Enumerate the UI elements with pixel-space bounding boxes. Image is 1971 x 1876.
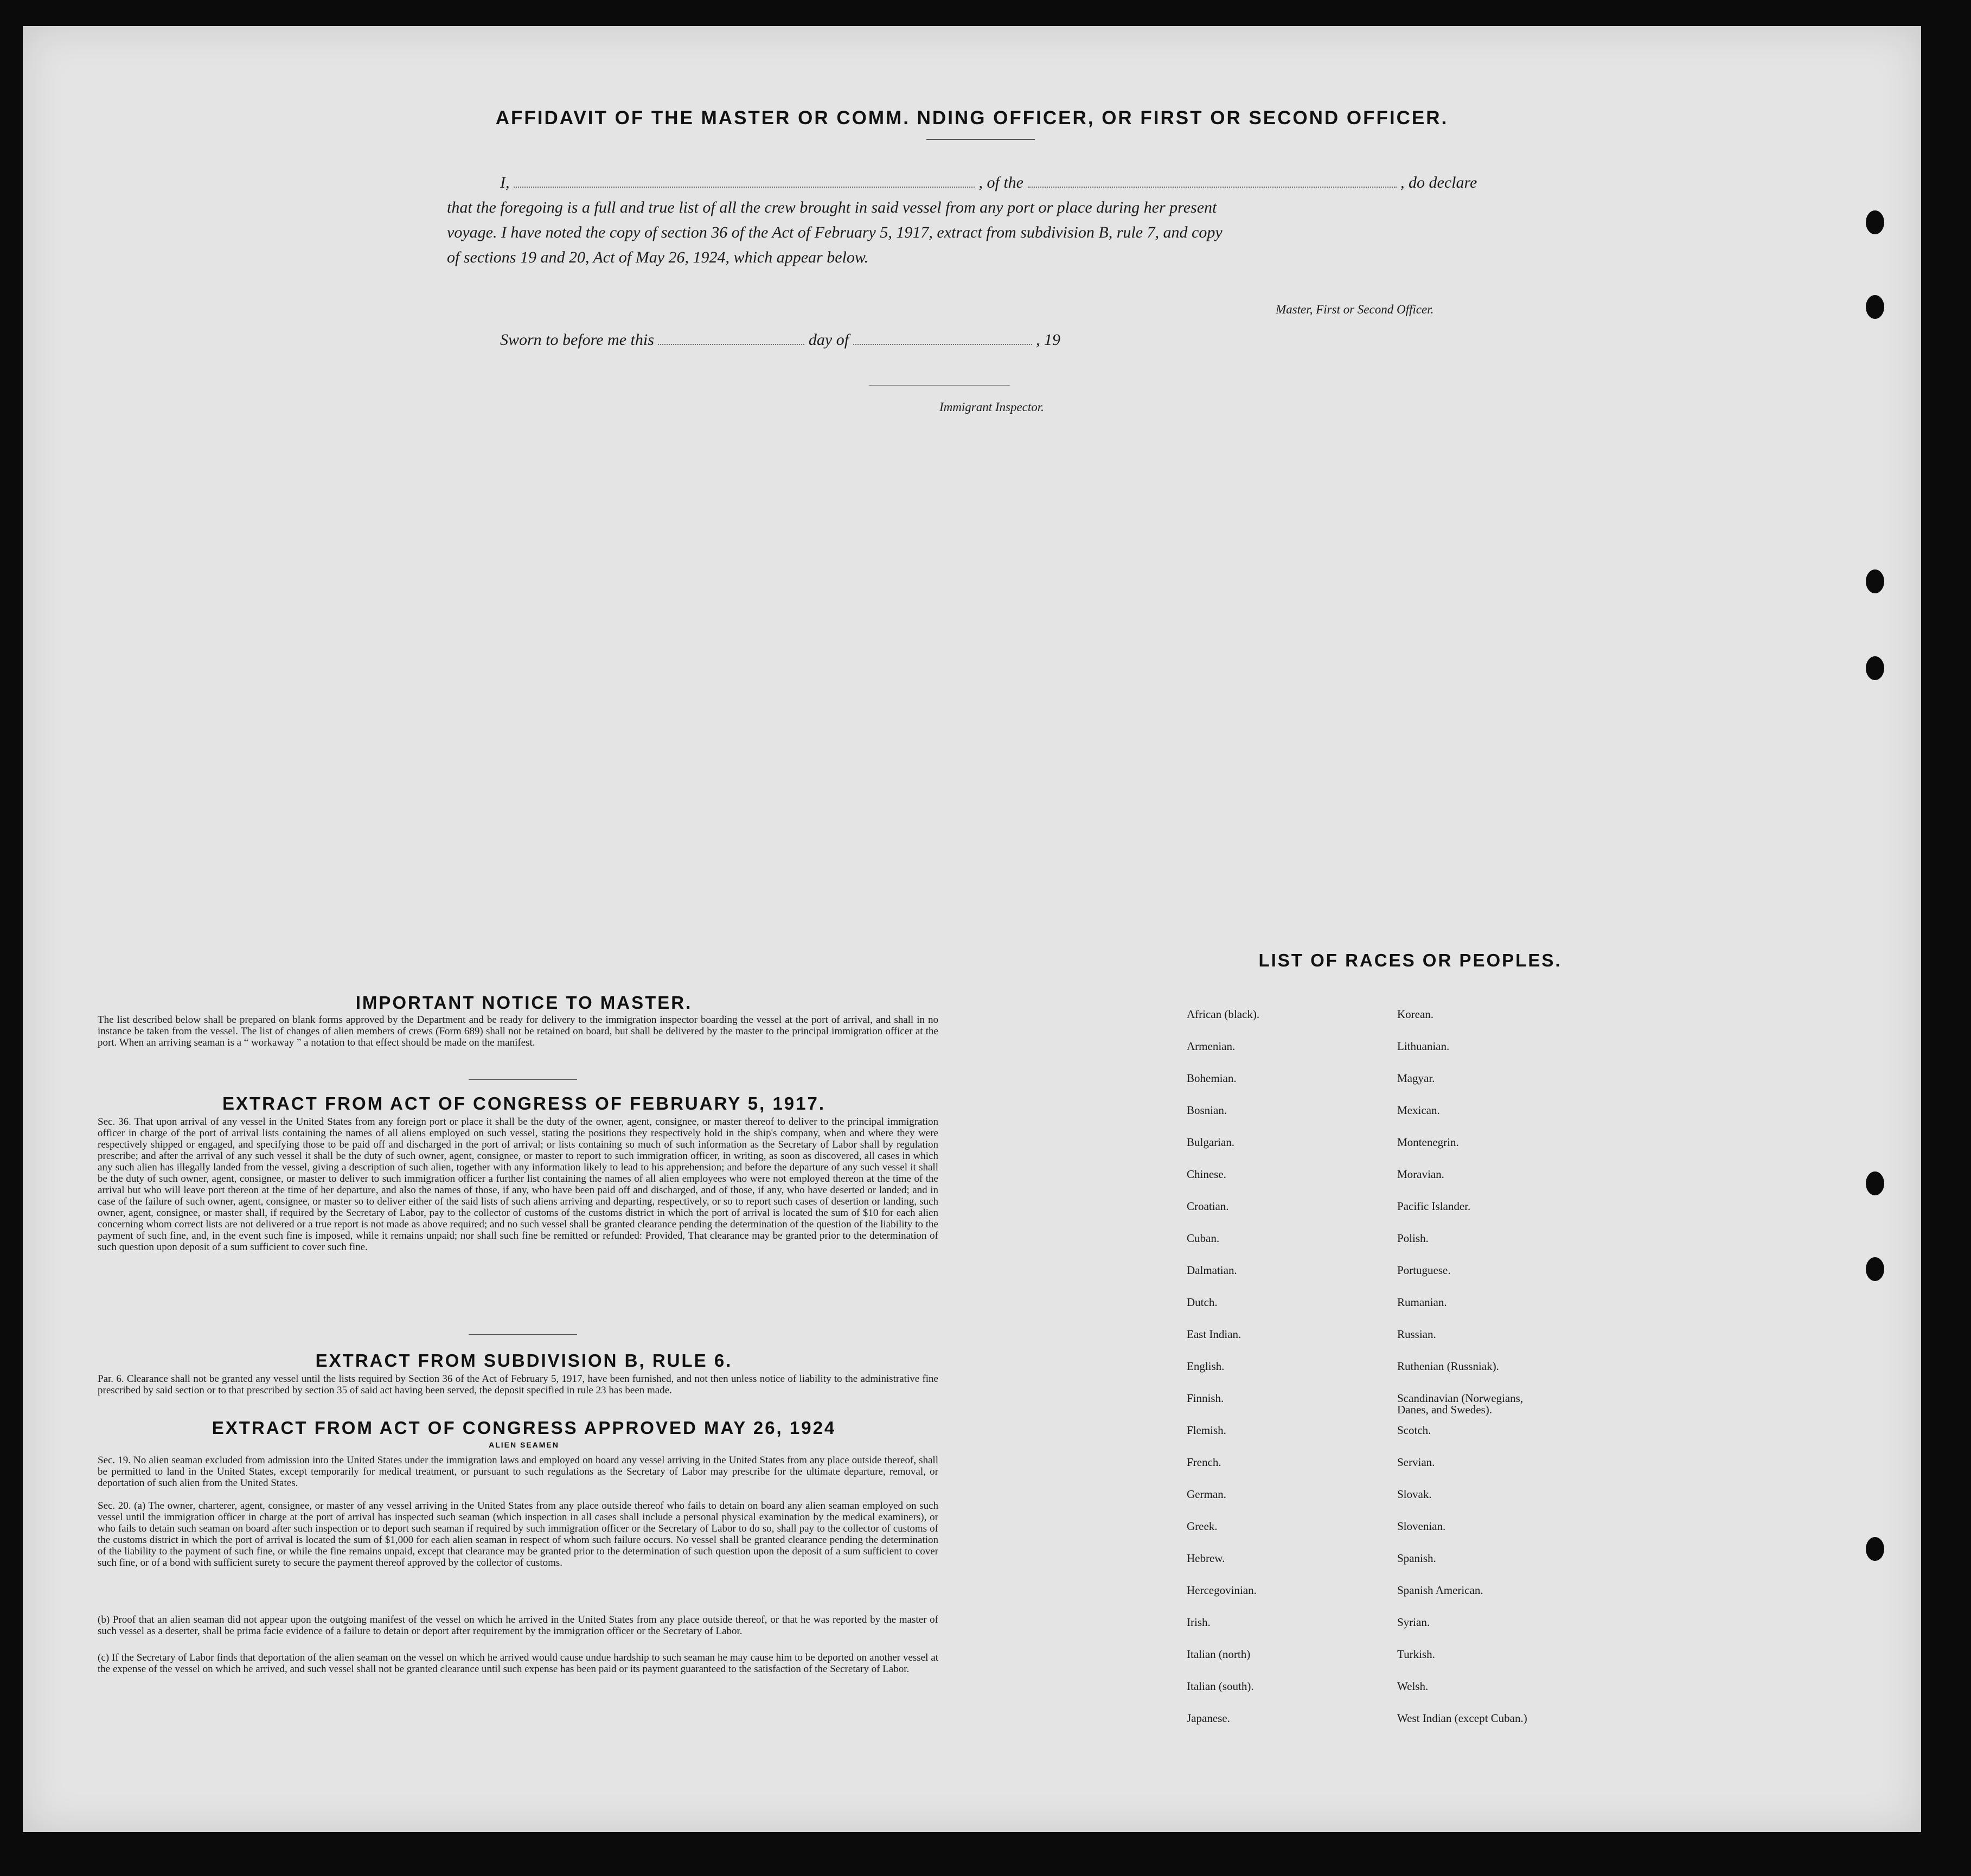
declaration-line-4: of sections 19 and 20, Act of May 26, 1924, which appear below.	[447, 248, 869, 266]
day-blank[interactable]	[658, 341, 804, 345]
race-item: Lithuanian.	[1397, 1040, 1450, 1053]
race-item: Polish.	[1397, 1232, 1429, 1245]
declaration-i-label: I,	[500, 174, 510, 191]
race-item: Rumanian.	[1397, 1296, 1447, 1309]
race-item: Greek.	[1187, 1520, 1218, 1533]
declaration-line-1	[500, 174, 1477, 192]
sworn-day-of: day of	[808, 331, 849, 349]
punch-hole	[1866, 295, 1884, 319]
extract-1924-title: EXTRACT FROM ACT OF CONGRESS APPROVED MAY 26, 1924	[212, 1418, 836, 1438]
race-item: Cuban.	[1187, 1232, 1220, 1245]
race-item: Welsh.	[1397, 1680, 1429, 1693]
race-item: Turkish.	[1397, 1648, 1435, 1661]
race-item: Mexican.	[1397, 1104, 1440, 1117]
race-item: Italian (north)	[1187, 1648, 1251, 1661]
race-item: Spanish.	[1397, 1552, 1436, 1565]
sworn-prefix: Sworn to before me this	[500, 331, 654, 349]
section-20a-text: Sec. 20. (a) The owner, charterer, agent, consignee, or master of any vessel arriving in the United States from any place outside thereof who fails to detain on board any alien seaman employed on such vessel until the immigration officer in charge at the port of arrival has inspected such seaman (which inspection in all cases shall include a personal physical examination by the medical examiners), or who fails to detain such seaman on board after such inspection or to deport such seaman if required by such immigration officer or the Secretary of Labor to do so, shall pay to the collector of customs of the customs district in which the port of arrival is located the sum of $1,000 for each alien seaman in respect of whom such failure occurs. No vessel shall be granted clearance pending the determination of the liability to the payment of such fine, or while the fine remains unpaid, except that clearance may be granted prior to the determination of such question upon the deposit of a sum sufficient to cover such fine, or of a bond with sufficient surety to secure the payment thereof approved by the collector of customs.	[98, 1500, 938, 1568]
race-item: Moravian.	[1397, 1168, 1444, 1181]
race-item: Chinese.	[1187, 1168, 1226, 1181]
punch-hole	[1866, 656, 1884, 680]
rule-6-body: Par. 6. Clearance shall not be granted any vessel until the lists required by Section 36 of the Act of February 5, 1917, have been furnished, and not then unless notice of liability to the administrative fine prescribed by said section or to that prescribed by section 35 of said act having been served, the deposit specified in rule 23 has been made.	[98, 1373, 938, 1396]
race-item: French.	[1187, 1456, 1221, 1469]
extract-1924-subtitle: ALIEN SEAMEN	[489, 1440, 559, 1449]
race-item: Slovenian.	[1397, 1520, 1446, 1533]
extract-1917-title: EXTRACT FROM ACT OF CONGRESS OF FEBRUARY 5, 1917.	[222, 1093, 826, 1113]
race-item: German.	[1187, 1488, 1226, 1501]
section-20b-text: (b) Proof that an alien seaman did not appear upon the outgoing manifest of the vessel on which he arrived in the United States from any place outside thereof, or that he was reported by the master of such vessel as a deserter, shall be prima facie evidence of a failure to detain or deport after requirement by the immigration officer or the Secretary of Labor.	[98, 1614, 938, 1637]
race-item: Spanish American.	[1397, 1584, 1483, 1597]
notice-body: The list described below shall be prepared on blank forms approved by the Department and be ready for delivery to the immigration inspector boarding the vessel at the port of arrival, and shall in no instance be taken from the vessel. The list of changes of alien members of crews (Form 689) shall not be retained on board, but shall be delivered by the master to the principal immigration officer at the port. When an arriving seaman is a “ workaway ” a notation to that effect should be made on the manifest.	[98, 1014, 938, 1048]
race-item: Slovak.	[1397, 1488, 1432, 1501]
race-item: Magyar.	[1397, 1072, 1435, 1085]
punch-hole	[1866, 1537, 1884, 1561]
race-item: Italian (south).	[1187, 1680, 1254, 1693]
punch-hole	[1866, 210, 1884, 234]
master-signature-label: Master, First or Second Officer.	[1276, 303, 1434, 316]
sworn-line	[500, 331, 1060, 349]
race-item: Montenegrin.	[1397, 1136, 1459, 1149]
section-19-text: Sec. 19. No alien seaman excluded from admission into the United States under the immigration laws and employed on board any vessel arriving in the United States from any place outside thereof, shall be permitted to land in the United States, except temporarily for medical treatment, or pursuant to such regulations as the Secretary of Labor may prescribe for the ultimate departure, removal, or deportation of such alien from the United States.	[98, 1455, 938, 1489]
race-item: Bosnian.	[1187, 1104, 1227, 1117]
race-item: East Indian.	[1187, 1328, 1242, 1341]
divider	[926, 139, 1035, 140]
punch-hole	[1866, 1171, 1884, 1195]
declaration-do-declare-label: , do declare	[1400, 174, 1477, 191]
rule-6-title: EXTRACT FROM SUBDIVISION B, RULE 6.	[315, 1350, 733, 1371]
race-item: Hebrew.	[1187, 1552, 1225, 1565]
race-item: Bohemian.	[1187, 1072, 1237, 1085]
race-item: Croatian.	[1187, 1200, 1229, 1213]
declaration-line-2: that the foregoing is a full and true list of all the crew brought in said vessel from any port or place during her present	[447, 199, 1217, 216]
divider	[469, 1079, 577, 1080]
declaration-of-the-label: , of the	[978, 174, 1023, 191]
race-item: Irish.	[1187, 1616, 1211, 1629]
race-item: Ruthenian (Russniak).	[1397, 1360, 1499, 1373]
race-item: Syrian.	[1397, 1616, 1430, 1629]
race-item: Korean.	[1397, 1008, 1434, 1021]
race-item: Bulgarian.	[1187, 1136, 1235, 1149]
section-20c-text: (c) If the Secretary of Labor finds that deportation of the alien seaman on the vessel on which he arrived would cause undue hardship to such seaman he may cause him to be deported on another vessel at the expense of the vessel on which he arrived, and such vessel shall not be granted clearance until such expense has been paid or its payment guaranteed to the satisfaction of the Secretary of Labor.	[98, 1652, 938, 1675]
inspector-signature-label: Immigrant Inspector.	[939, 400, 1044, 414]
declaration-line-3: voyage. I have noted the copy of section 36 of the Act of February 5, 1917, extract from subdivision B, rule 7, and copy	[447, 223, 1223, 241]
race-item: Dalmatian.	[1187, 1264, 1237, 1277]
month-blank[interactable]	[853, 341, 1032, 345]
name-blank[interactable]	[514, 183, 975, 188]
races-right-column	[1397, 1009, 1625, 1745]
punch-hole	[1866, 569, 1884, 593]
inspector-signature-line	[869, 385, 1010, 386]
races-title: LIST OF RACES OR PEOPLES.	[1258, 950, 1562, 970]
race-item: English.	[1187, 1360, 1225, 1373]
race-item: Flemish.	[1187, 1424, 1226, 1437]
race-item: Portuguese.	[1397, 1264, 1451, 1277]
race-item: Hercegovinian.	[1187, 1584, 1257, 1597]
race-item: Armenian.	[1187, 1040, 1236, 1053]
vessel-blank[interactable]	[1028, 183, 1397, 188]
race-item: Japanese.	[1187, 1712, 1230, 1725]
race-item: Dutch.	[1187, 1296, 1218, 1309]
race-item: Russian.	[1397, 1328, 1436, 1341]
race-item: West Indian (except Cuban.)	[1397, 1712, 1527, 1725]
divider	[469, 1334, 577, 1335]
race-item: Pacific Islander.	[1397, 1200, 1471, 1213]
punch-hole	[1866, 1257, 1884, 1281]
extract-1917-body: Sec. 36. That upon arrival of any vessel in the United States from any foreign port or place it shall be the duty of the owner, agent, consignee, or master thereof to deliver to the principal immigration officer in charge of the port of arrival lists containing the names of all aliens employed on such vessel, stating the positions they respectively hold in the ship's company, when and where they were respectively shipped or engaged, and specifying those to be paid off and discharged in the port of arrival; or lists containing so much of such information as the Secretary of Labor shall by regulation prescribe; and after the arrival of any such vessel it shall be the duty of such owner, agent, consignee, or master to report to such immigration officer, in writing, as soon as discovered, all cases in which any such alien has illegally landed from the vessel, giving a description of such alien, together with any information likely to lead to his apprehension; and before the departure of any such vessel it shall be the duty of such owner, agent, consignee, or master to deliver to such immigration officer a further list containing the names of all alien employees who were not employed thereon at the time of the arrival but who will leave port thereon at the time of her departure, and also the names of those, if any, who have been paid off and discharged, and of those, if any, who have deserted or landed; and in case of the failure of such owner, agent, consignee, or master so to deliver either of the said lists of such aliens arriving and departing, respectively, or so to report such cases of desertion or landing, such owner, agent, consignee, or master shall, if required by the Secretary of Labor, pay to the collector of customs of the customs district in which the port of arrival is located the sum of $10 for each alien concerning whom correct lists are not delivered or a true report is not made as above required; and no such vessel shall be granted clearance pending the determination of the question of the liability to the payment of such fine, and, in the event such fine is imposed, while it remains unpaid; nor shall such fine be remitted or refunded: Provided, That clearance may be granted prior to the determination of such question upon deposit of a sum sufficient to cover such fine.	[98, 1116, 938, 1253]
races-left-column	[1187, 1009, 1382, 1745]
race-item: Scandinavian (Norwegians, Danes, and Swedes).	[1397, 1392, 1524, 1416]
race-item: Scotch.	[1397, 1424, 1431, 1437]
affidavit-title: AFFIDAVIT OF THE MASTER OR COMM. NDING OFFICER, OR FIRST OR SECOND OFFICER.	[495, 107, 1449, 129]
document-page	[23, 26, 1921, 1832]
notice-title: IMPORTANT NOTICE TO MASTER.	[355, 993, 693, 1013]
race-item: Servian.	[1397, 1456, 1435, 1469]
sworn-year: , 19	[1036, 331, 1061, 349]
race-item: African (black).	[1187, 1008, 1260, 1021]
race-item: Finnish.	[1187, 1392, 1224, 1405]
